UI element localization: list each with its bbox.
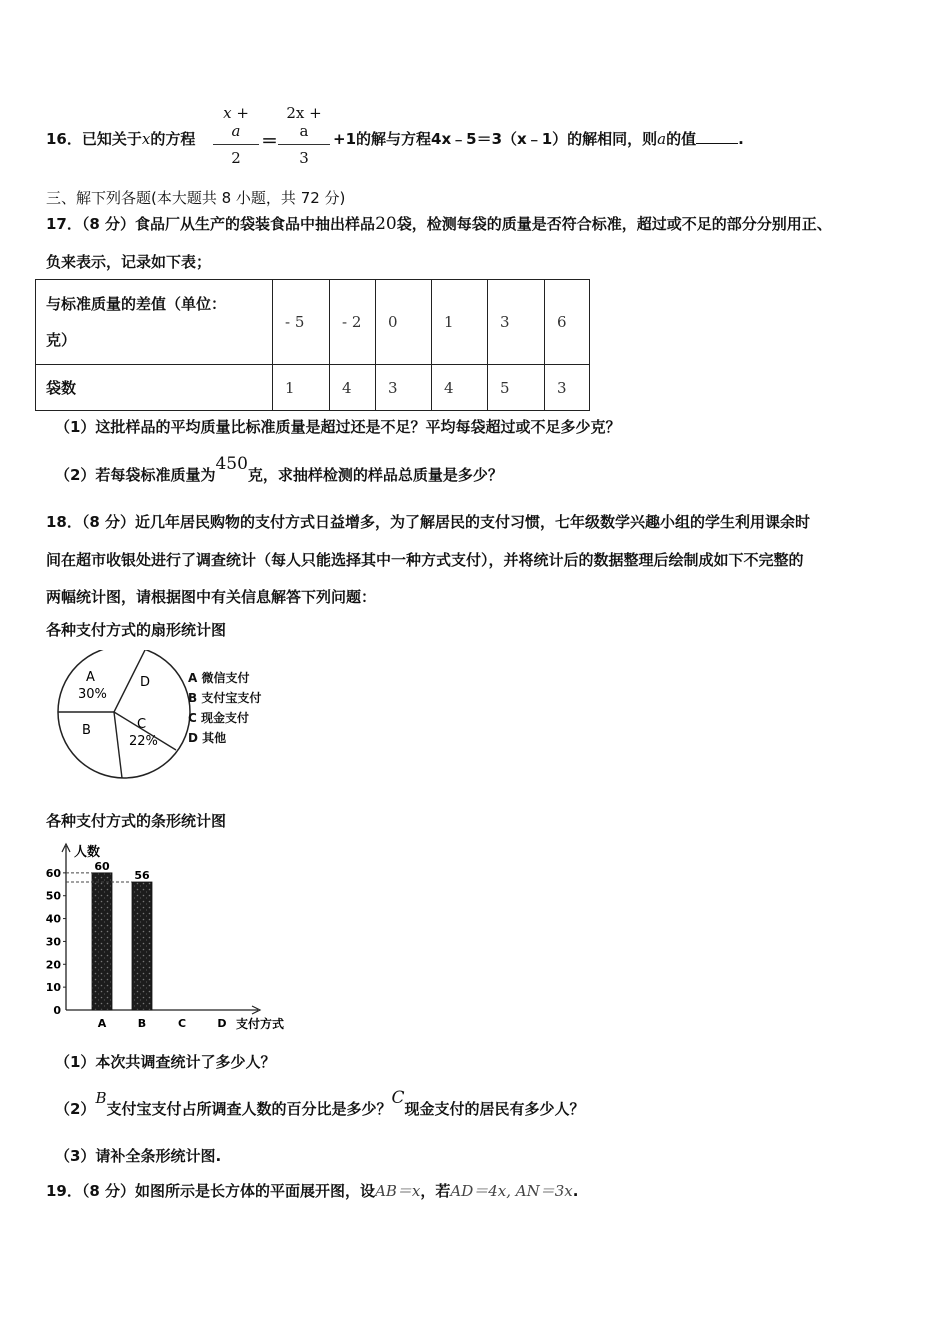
q18-sub2-mid: 支付宝支付占所调查人数的百分比是多少？ <box>106 1100 392 1118</box>
q16-var-a: a <box>657 130 667 148</box>
section-3-heading: 三、解下列各题(本大题共 8 小题，共 72 分) <box>46 189 346 207</box>
q18-text-1: 近几年居民购物的支付方式日益增多，为了解居民的支付习惯，七年级数学兴趣小组的学生利用课余时 <box>135 513 811 531</box>
q16-text: 的方程 <box>150 130 196 148</box>
q19-ad-an: AD＝4x, AN＝3x <box>450 1182 573 1200</box>
q17-sample-count: 20 <box>375 214 397 234</box>
q17-number: 17． <box>46 215 82 233</box>
table-cell: 1 <box>273 365 330 411</box>
q18-var-b: B <box>95 1089 107 1107</box>
q16-fraction-1 <box>213 104 259 167</box>
y-tick-label: 40 <box>45 912 61 926</box>
bar <box>92 873 112 1010</box>
q17-line-1 <box>46 213 832 234</box>
y-tick-label: 0 <box>53 1004 61 1017</box>
frac2-denominator: 3 <box>299 149 309 167</box>
x-category-label: B <box>137 1017 147 1030</box>
q17-text-a: 食品厂从生产的袋装食品中抽出样品 <box>135 215 376 233</box>
q16-mid: 的解与方程 <box>356 130 432 148</box>
q17-line-2: 负来表示，记录如下表； <box>46 253 212 271</box>
q19-line <box>46 1180 578 1201</box>
legend-item: B 支付宝支付 <box>188 691 262 705</box>
table-cell: - 2 <box>330 280 376 365</box>
x-axis-label: 支付方式 <box>236 1017 285 1031</box>
q18-sub-2 <box>55 1088 585 1119</box>
table-cell: - 5 <box>273 280 330 365</box>
header-line-2: 克） <box>46 331 77 349</box>
pie-label-d: D <box>140 675 151 690</box>
q16-suffix: 的值 <box>666 130 697 148</box>
q18-sub-3: （3）请补全条形统计图. <box>55 1147 222 1165</box>
q18-sub-1: （1）本次共调查统计了多少人？ <box>55 1053 276 1071</box>
pie-label-a: A 30% <box>78 670 107 702</box>
q16-equals: ＝ <box>261 132 278 152</box>
bar-chart <box>40 840 310 1035</box>
q18-sub2-suffix: 现金支付的居民有多少人？ <box>404 1100 585 1118</box>
pie-chart-title: 各种支付方式的扇形统计图 <box>46 621 227 639</box>
q19-comma: ，若 <box>420 1182 451 1200</box>
table-cell: 6 <box>545 280 590 365</box>
q17-standard-mass: 450 <box>215 454 248 474</box>
q18-line-2: 间在超市收银处进行了调查统计（每人只能选择其中一种方式支付），并将统计后的数据整理后绘制成如下不完整的 <box>46 551 804 569</box>
q16-fraction-2 <box>278 104 330 167</box>
bar-data-label: 56 <box>134 869 150 882</box>
q17-sub2-prefix: （2）若每袋标准质量为 <box>55 466 216 484</box>
q19-ab: AB＝x <box>375 1182 421 1200</box>
x-category-label: D <box>217 1017 227 1030</box>
answer-blank <box>696 129 738 144</box>
bar <box>132 882 152 1010</box>
q17-data-table <box>35 279 590 411</box>
table-header-diff <box>36 280 273 365</box>
y-axis-label: 人数 <box>74 845 101 860</box>
pie-label-c: C 22% <box>129 717 158 749</box>
table-cell: 3 <box>376 365 432 411</box>
q18-var-c: C <box>391 1088 405 1108</box>
y-tick-label: 10 <box>45 981 61 995</box>
y-tick-label: 50 <box>45 889 61 903</box>
header-line-1: 与标准质量的差值（单位： <box>46 295 227 313</box>
table-cell: 3 <box>545 365 590 411</box>
table-row <box>36 280 590 365</box>
table-cell: 4 <box>432 365 488 411</box>
q16-var-x: x <box>141 130 151 148</box>
legend-item: D 其他 <box>188 731 227 745</box>
table-cell: 0 <box>376 280 432 365</box>
q16-tail: . <box>738 130 744 148</box>
table-header-count: 袋数 <box>36 365 273 411</box>
frac2-numerator: 2x + a <box>286 104 322 140</box>
table-cell: 3 <box>488 280 545 365</box>
x-category-label: C <box>177 1017 187 1030</box>
q16-line <box>46 128 195 149</box>
q18-sub2-prefix: （2） <box>55 1100 96 1118</box>
pie-label-b: B <box>82 723 91 738</box>
q19-text: 如图所示是长方体的平面展开图，设 <box>135 1182 376 1200</box>
table-cell: 4 <box>330 365 376 411</box>
table-row <box>36 365 590 411</box>
x-category-label: A <box>97 1017 107 1030</box>
q16-equation: 4x﹣5＝3（x﹣1） <box>431 130 568 148</box>
pie-divider <box>114 712 122 778</box>
q19-number: 19． <box>46 1182 82 1200</box>
q16-plus-one: +1 <box>333 130 357 148</box>
q17-sub2-suffix: 克，求抽样检测的样品总质量是多少？ <box>247 466 503 484</box>
q16-prefix: 已知关于 <box>81 130 142 148</box>
legend-item: A 微信支付 <box>188 671 250 685</box>
table-cell: 5 <box>488 365 545 411</box>
q18-points: （8 分） <box>81 513 136 531</box>
pie-outline <box>58 650 190 778</box>
q16-line-rest <box>333 128 744 149</box>
q16-mid2: 的解相同，则 <box>567 130 658 148</box>
q19-points: （8 分） <box>81 1182 136 1200</box>
q17-text-b: 袋，检测每袋的质量是否符合标准，超过或不足的部分分别用正、 <box>396 215 832 233</box>
table-cell: 1 <box>432 280 488 365</box>
y-tick-label: 30 <box>45 935 61 949</box>
bar-chart-title: 各种支付方式的条形统计图 <box>46 812 227 830</box>
q17-sub-2 <box>55 454 503 485</box>
frac1-denominator: 2 <box>231 149 241 167</box>
legend-item: C 现金支付 <box>188 711 249 725</box>
y-tick-label: 20 <box>45 958 61 972</box>
frac1-numerator: x + a <box>223 104 249 140</box>
q16-number: 16． <box>46 130 82 148</box>
bar-data-label: 60 <box>94 859 110 873</box>
pie-legend <box>188 668 261 748</box>
q19-tail: . <box>572 1182 579 1200</box>
q18-line-3: 两幅统计图，请根据图中有关信息解答下列问题： <box>46 588 377 606</box>
q17-sub-1: （1）这批样品的平均质量比标准质量是超过还是不足？平均每袋超过或不足多少克？ <box>55 418 621 436</box>
y-tick-label: 60 <box>45 866 61 880</box>
q18-number: 18． <box>46 513 82 531</box>
q18-line-1 <box>46 511 810 532</box>
q17-points: （8 分） <box>81 215 136 233</box>
